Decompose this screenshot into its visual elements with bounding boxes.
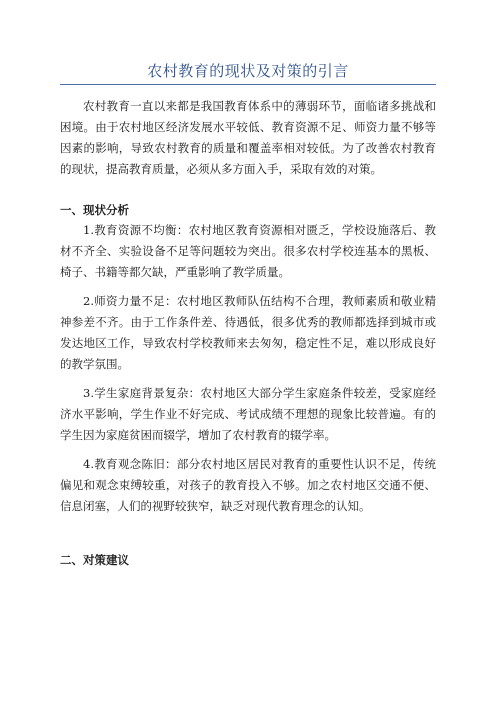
document-title: 农村教育的现状及对策的引言 — [147, 62, 349, 80]
section-heading-analysis: 一、现状分析 — [60, 203, 129, 217]
title-underline — [60, 84, 436, 85]
analysis-paragraph-1: 1.教育资源不均衡：农村地区教育资源相对匮乏，学校设施落后、教材不齐全、实验设备不足等问题较为突出。很多农村学校连基本的黑板、椅子、书籍等都欠缺，严重影响了教学质量。 — [60, 223, 436, 279]
analysis-paragraph-4: 4.教育观念陈旧：部分农村地区居民对教育的重要性认识不足，传统偏见和观念束缚较重，对孩子的教育投入不够。加之农村地区交通不便、信息闭塞，人们的视野较狭窄，缺乏对现代教育理念的认知。 — [60, 457, 436, 513]
intro-paragraph: 农村教育一直以来都是我国教育体系中的薄弱环节，面临诸多挑战和困境。由于农村地区经济发展水平较低、教育资源不足、师资力量不够等因素的影响，导致农村教育的质量和覆盖率相对较低。为了改善农村教育的现状，提高教育质量，必须从多方面入手，采取有效的对策。 — [60, 99, 436, 176]
analysis-paragraph-3: 3.学生家庭背景复杂：农村地区大部分学生家庭条件较差，受家庭经济水平影响，学生作业不好完成、考试成绩不理想的现象比较普遍。有的学生因为家庭贫困而辍学，增加了农村教育的辍学率。 — [60, 386, 436, 442]
section-heading-suggestions: 二、对策建议 — [60, 553, 129, 567]
analysis-paragraph-2: 2.师资力量不足：农村地区教师队伍结构不合理，教师素质和敬业精神参差不齐。由于工作条件差、待遇低，很多优秀的教师都选择到城市或发达地区工作，导致农村学校教师来去匆匆，稳定性不足，难以形成良好的教学氛围。 — [60, 294, 436, 371]
